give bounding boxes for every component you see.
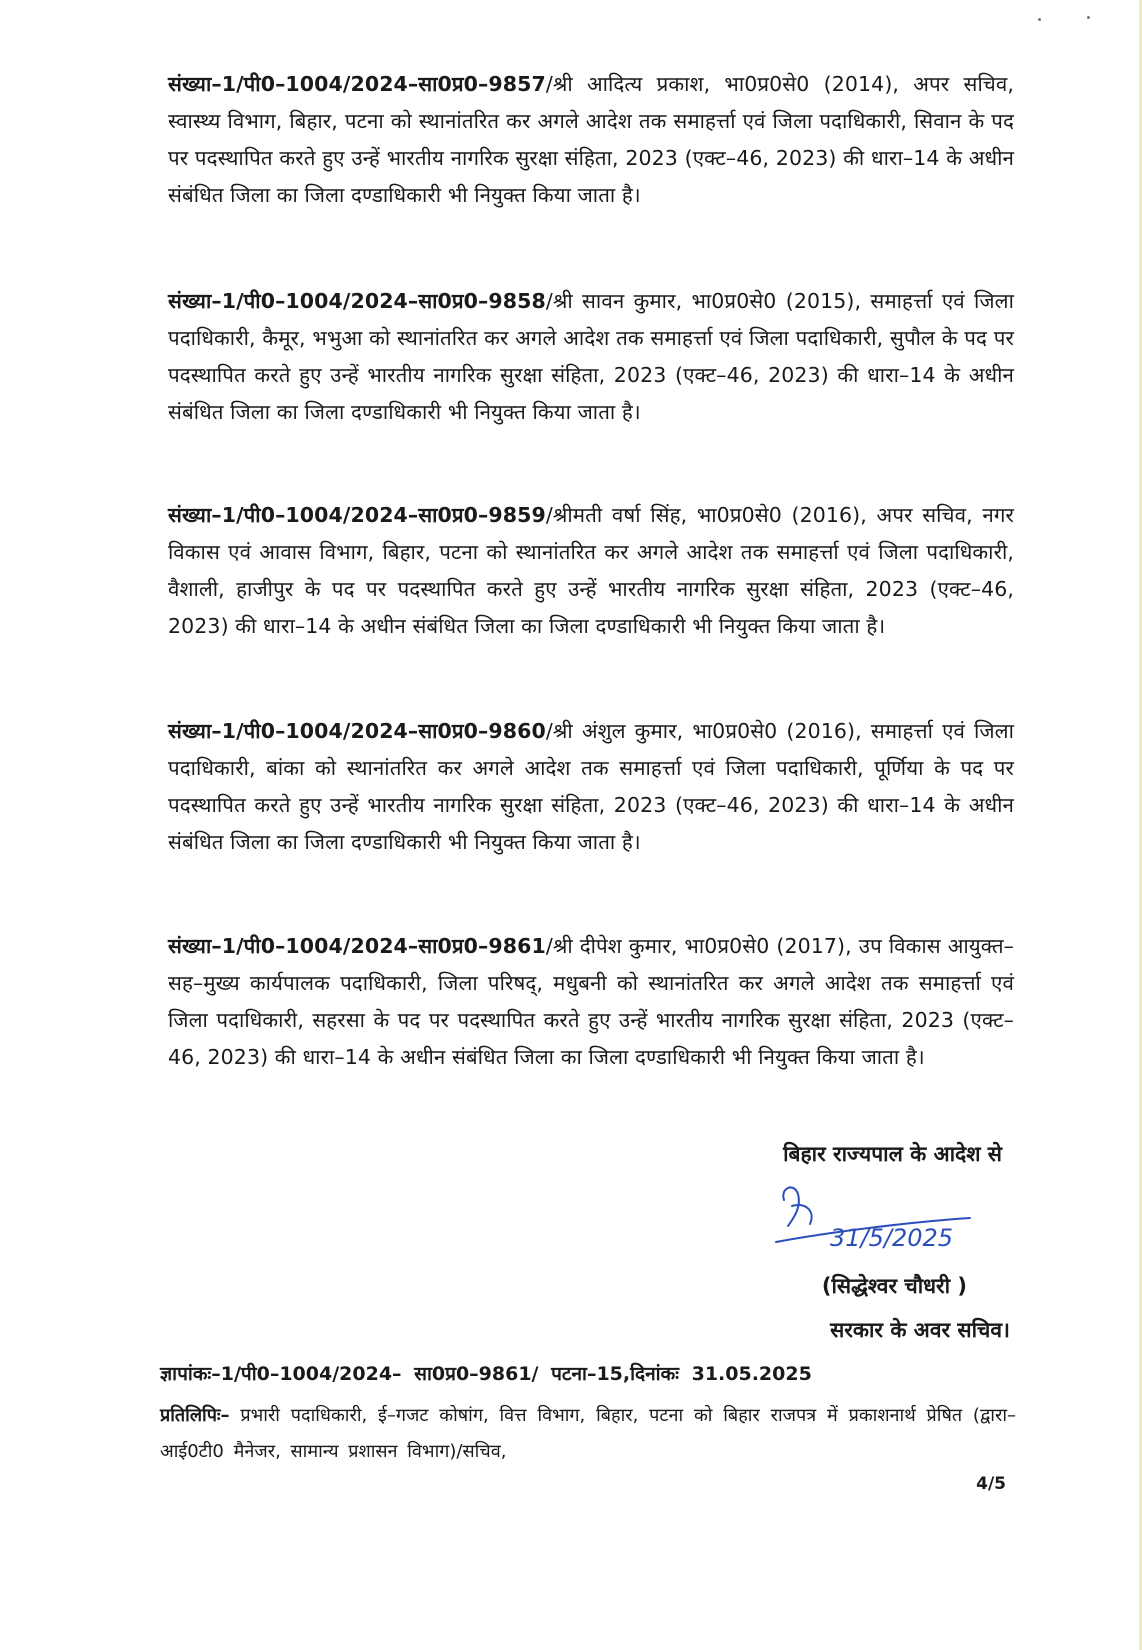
scan-speck xyxy=(1087,16,1090,19)
order-number: संख्या–1/पी0–1004/2024–सा0प्र0–9858 xyxy=(168,289,546,313)
page-number: 4/5 xyxy=(976,1474,1006,1494)
order-text: /श्री आदित्य प्रकाश, भा0प्र0से0 (2014), अपर सचिव, स्वास्थ्य विभाग, बिहार, पटना को स्थानांतरित कर अगले आदेश तक समाहर्त्ता एवं जिला पदाधिकारी, सिवान के पद पर पदस्थापित करते हुए उन्हें भारतीय नागरिक सुरक्षा संहिता, 2023 (एक्ट–46, 2023) की धारा–14 के अधीन संबंधित जिला का जिला दण्डाधिकारी भी नियुक्त किया जाता है। xyxy=(168,72,1014,207)
copy-label: प्रतिलिपिः– xyxy=(160,1405,230,1426)
order-paragraph xyxy=(168,497,1014,645)
signature-stroke xyxy=(783,1187,811,1226)
memo-number-line: ज्ञापांकः–1/पी0–1004/2024– सा0प्र0–9861/ पटना–15,दिनांकः 31.05.2025 xyxy=(160,1363,812,1385)
order-text: /श्री सावन कुमार, भा0प्र0से0 (2015), समाहर्त्ता एवं जिला पदाधिकारी, कैमूर, भभुआ को स्थानांतरित कर अगले आदेश तक समाहर्त्ता एवं जिला पदाधिकारी, सुपौल के पद पर पदस्थापित करते हुए उन्हें भारतीय नागरिक सुरक्षा संहिता, 2023 (एक्ट–46, 2023) की धारा–14 के अधीन संबंधित जिला का जिला दण्डाधिकारी भी नियुक्त किया जाता है। xyxy=(168,289,1014,424)
copy-to-paragraph xyxy=(160,1398,1016,1470)
signer-designation: सरकार के अवर सचिव। xyxy=(830,1318,1010,1342)
signer-name: (सिद्धेश्वर चौधरी ) xyxy=(821,1274,967,1298)
order-number: संख्या–1/पी0–1004/2024–सा0प्र0–9860 xyxy=(168,719,546,743)
order-text: /श्री दीपेश कुमार, भा0प्र0से0 (2017), उप विकास आयुक्त–सह–मुख्य कार्यपालक पदाधिकारी, जिला परिषद्, मधुबनी को स्थानांतरित कर अगले आदेश तक समाहर्त्ता एवं जिला पदाधिकारी, सहरसा के पद पर पदस्थापित करते हुए उन्हें भारतीय नागरिक सुरक्षा संहिता, 2023 (एक्ट–46, 2023) की धारा–14 के अधीन संबंधित जिला का जिला दण्डाधिकारी भी नियुक्त किया जाता है। xyxy=(168,934,1014,1069)
order-text: /श्री अंशुल कुमार, भा0प्र0से0 (2016), समाहर्त्ता एवं जिला पदाधिकारी, बांका को स्थानांतरित कर अगले आदेश तक समाहर्त्ता एवं जिला पदाधिकारी, पूर्णिया के पद पर पदस्थापित करते हुए उन्हें भारतीय नागरिक सुरक्षा संहिता, 2023 (एक्ट–46, 2023) की धारा–14 के अधीन संबंधित जिला का जिला दण्डाधिकारी भी नियुक्त किया जाता है। xyxy=(168,719,1014,854)
order-number: संख्या–1/पी0–1004/2024–सा0प्र0–9861 xyxy=(168,934,546,958)
copy-text: प्रभारी पदाधिकारी, ई–गजट कोषांग, वित्त विभाग, बिहार, पटना को बिहार राजपत्र में प्रकाशनार्थ प्रेषित (द्वारा– आई0टी0 मैनेजर, सामान्य प्रशासन विभाग)/सचिव, xyxy=(160,1405,1016,1462)
by-order-line: बिहार राज्यपाल के आदेश से xyxy=(783,1142,1002,1166)
order-paragraph xyxy=(168,66,1014,214)
order-number: संख्या–1/पी0–1004/2024–सा0प्र0–9857 xyxy=(168,72,546,96)
order-paragraph xyxy=(168,928,1014,1076)
signature-date: 31/5/2025 xyxy=(830,1224,954,1252)
scan-speck xyxy=(1038,18,1041,21)
order-paragraph xyxy=(168,283,1014,431)
handwritten-signature xyxy=(770,1180,1010,1280)
order-text: /श्रीमती वर्षा सिंह, भा0प्र0से0 (2016), अपर सचिव, नगर विकास एवं आवास विभाग, बिहार, पटना को स्थानांतरित कर अगले आदेश तक समाहर्त्ता एवं जिला पदाधिकारी, वैशाली, हाजीपुर के पद पर पदस्थापित करते हुए उन्हें भारतीय नागरिक सुरक्षा संहिता, 2023 (एक्ट–46, 2023) की धारा–14 के अधीन संबंधित जिला का जिला दण्डाधिकारी भी नियुक्त किया जाता है। xyxy=(168,503,1014,638)
order-number: संख्या–1/पी0–1004/2024–सा0प्र0–9859 xyxy=(168,503,546,527)
order-paragraph xyxy=(168,713,1014,861)
